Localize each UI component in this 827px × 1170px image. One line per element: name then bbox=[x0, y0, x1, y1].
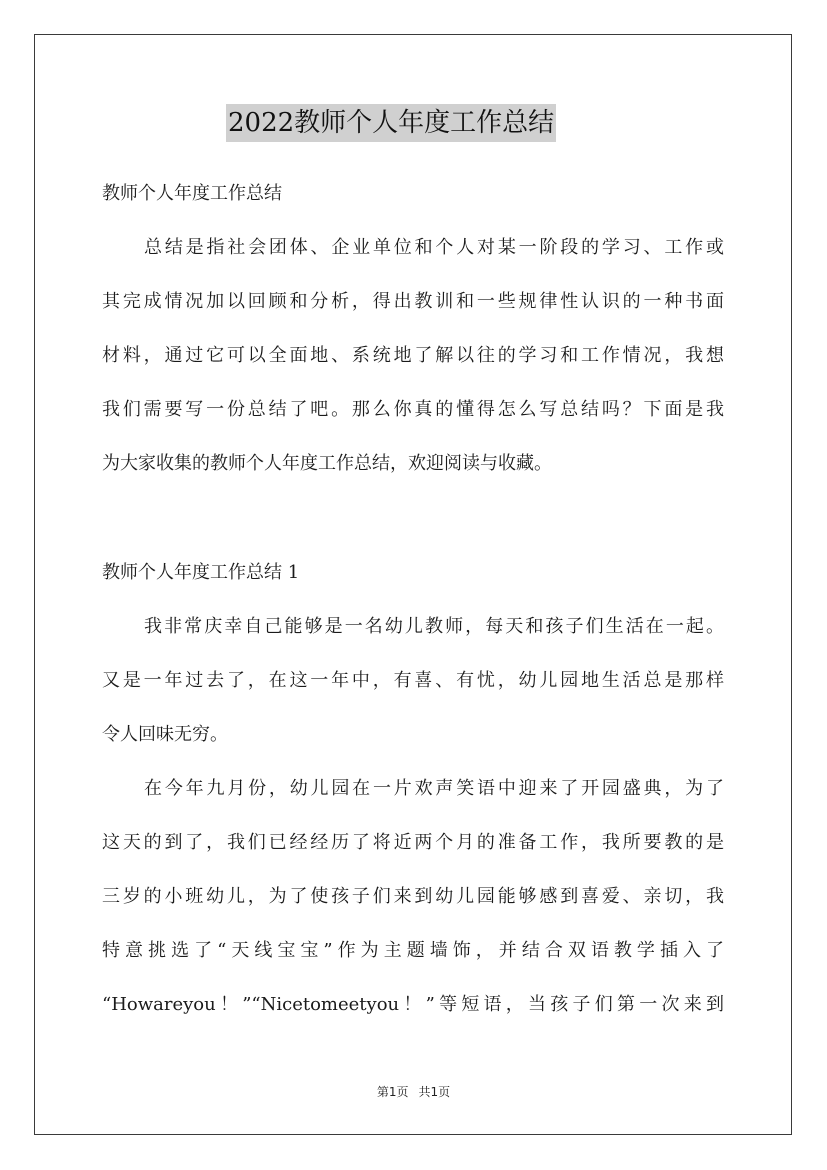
document-title: 2022教师个人年度工作总结 bbox=[226, 104, 556, 142]
intro-line: 材料，通过它可以全面地、系统地了解以往的学习和工作情况，我想 bbox=[102, 345, 724, 366]
page-total: 共1页 bbox=[418, 1085, 451, 1099]
section1-para1-line: 令人回味无穷。 bbox=[102, 724, 228, 745]
page-footer bbox=[0, 1084, 827, 1100]
section1-para2-line: “Howareyou！”“Nicetomeetyou！”等短语，当孩子们第一次来到 bbox=[102, 994, 724, 1015]
intro-line: 总结是指社会团体、企业单位和个人对某一阶段的学习、工作或 bbox=[144, 237, 724, 258]
intro-line: 其完成情况加以回顾和分析，得出教训和一些规律性认识的一种书面 bbox=[102, 291, 724, 312]
page-number: 第1页 bbox=[376, 1085, 409, 1099]
section1-para2-line: 特意挑选了“天线宝宝”作为主题墙饰，并结合双语教学插入了 bbox=[102, 940, 724, 961]
intro-line: 我们需要写一份总结了吧。那么你真的懂得怎么写总结吗？下面是我 bbox=[102, 399, 724, 420]
section1-para1-line: 又是一年过去了，在这一年中，有喜、有忧，幼儿园地生活总是那样 bbox=[102, 670, 724, 691]
section1-para2-line: 这天的到了，我们已经经历了将近两个月的准备工作，我所要教的是 bbox=[102, 832, 724, 853]
section-heading-1: 教师个人年度工作总结 1 bbox=[102, 562, 300, 583]
intro-heading: 教师个人年度工作总结 bbox=[102, 183, 282, 204]
section1-para2-line: 三岁的小班幼儿，为了使孩子们来到幼儿园能够感到喜爱、亲切，我 bbox=[102, 886, 724, 907]
intro-line: 为大家收集的教师个人年度工作总结，欢迎阅读与收藏。 bbox=[102, 453, 552, 474]
section1-para1-line: 我非常庆幸自己能够是一名幼儿教师，每天和孩子们生活在一起。 bbox=[144, 616, 724, 637]
section1-para2-line: 在今年九月份，幼儿园在一片欢声笑语中迎来了开园盛典，为了 bbox=[144, 778, 724, 799]
